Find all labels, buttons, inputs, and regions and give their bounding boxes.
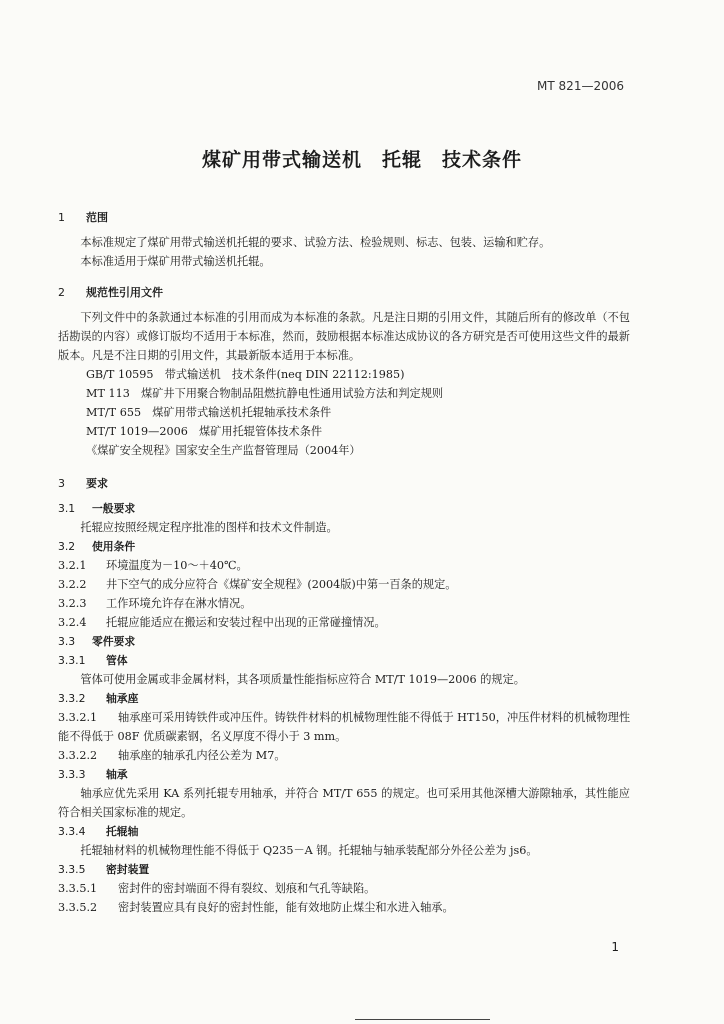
section-title: 规范性引用文件: [86, 286, 163, 299]
clause-text: 轴承座可采用铸铁件或冲压件。铸铁件材料的机械物理性能不得低于 HT150，冲压件材料的机械物理性能不得低于 08F 优质碳素钢，名义厚度不得小于 3 mm。: [58, 711, 631, 743]
clause-title: 一般要求: [92, 502, 136, 515]
clause-3-3-3-text: 轴承应优先采用 KA 系列托辊专用轴承，并符合 MT/T 655 的规定。也可采用其他深槽大游隙轴承，其性能应符合相关国家标准的规定。: [58, 787, 630, 819]
clause-text: 工作环境允许存在淋水情况。: [106, 597, 252, 610]
clause-3-3-3-heading: [58, 765, 630, 784]
clause-3-3-4-heading: [58, 822, 630, 841]
section-title: 要求: [86, 477, 108, 490]
clause-3-3-1-heading: [58, 651, 630, 670]
clause-number: 3.2.1: [58, 559, 87, 572]
reference-item: MT/T 655 煤矿用带式输送机托辊轴承技术条件: [86, 406, 332, 419]
section-3-heading: [58, 474, 630, 493]
standard-number: MT 821—2006: [537, 79, 624, 93]
clause-text: 密封装置应具有良好的密封性能，能有效地防止煤尘和水进入轴承。: [118, 901, 454, 914]
scope-paragraph-1: 本标准规定了煤矿用带式输送机托辊的要求、试验方法、检验规则、标志、包装、运输和贮存。: [80, 236, 551, 249]
clause-text: 环境温度为－10～＋40℃。: [106, 559, 248, 572]
clause-number: 3.3.2.1: [58, 711, 98, 724]
scope-paragraph-2: 本标准适用于煤矿用带式输送机托辊。: [80, 255, 271, 268]
clause-number: 3.3.3: [58, 768, 86, 781]
clause-number: 3.1: [58, 502, 76, 515]
section-number: 1: [58, 211, 65, 224]
references-paragraph: 下列文件中的条款通过本标准的引用而成为本标准的条款。凡是注日期的引用文件，其随后所有的修改单（不包括勘误的内容）或修订版均不适用于本标准，然而，鼓励根据本标准达成协议的各方研究是否可使用这些文件的最新版本。凡是不注日期的引用文件，其最新版本适用于本标准。: [58, 311, 630, 362]
clause-3-3-heading: [58, 632, 630, 651]
clause-3-3-5-1: [58, 879, 630, 898]
section-2-heading: [58, 283, 630, 302]
clause-3-1-heading: [58, 499, 630, 518]
clause-number: 3.3.1: [58, 654, 86, 667]
clause-title: 轴承: [106, 768, 128, 781]
clause-number: 3.2: [58, 540, 76, 553]
page-number: 1: [611, 940, 619, 954]
clause-number: 3.3.2.2: [58, 749, 98, 762]
bottom-rule-divider: [355, 1019, 490, 1020]
clause-3-3-1-text: 管体可使用金属或非金属材料，其各项质量性能指标应符合 MT/T 1019—2006 的规定。: [80, 673, 525, 686]
clause-text: 密封件的密封端面不得有裂纹、划痕和气孔等缺陷。: [118, 882, 376, 895]
clause-number: 3.2.3: [58, 597, 87, 610]
clause-3-2-2: [58, 575, 630, 594]
clause-title: 管体: [106, 654, 128, 667]
clause-title: 轴承座: [106, 692, 139, 705]
clause-number: 3.3.5.1: [58, 882, 98, 895]
document-body: [58, 208, 630, 917]
clause-number: 3.3.4: [58, 825, 86, 838]
clause-3-3-5-heading: [58, 860, 630, 879]
clause-text: 轴承座的轴承孔内径公差为 M7。: [118, 749, 286, 762]
clause-3-3-2-heading: [58, 689, 630, 708]
clause-number: 3.3.2: [58, 692, 86, 705]
reference-item: 《煤矿安全规程》国家安全生产监督管理局（2004年）: [86, 444, 361, 457]
section-number: 2: [58, 286, 65, 299]
clause-number: 3.2.2: [58, 578, 87, 591]
clause-3-2-4: [58, 613, 630, 632]
clause-number: 3.3: [58, 635, 76, 648]
clause-text: 井下空气的成分应符合《煤矿安全规程》(2004版)中第一百条的规定。: [106, 578, 457, 591]
document-title: 煤矿用带式输送机 托辊 技术条件: [201, 149, 522, 171]
reference-item: MT/T 1019—2006 煤矿用托辊管体技术条件: [86, 425, 323, 438]
clause-3-3-2-2: [58, 746, 630, 765]
clause-text: 托辊应能适应在搬运和安装过程中出现的正常碰撞情况。: [106, 616, 386, 629]
section-number: 3: [58, 477, 65, 490]
clause-3-3-2-1: [0, 708, 630, 746]
clause-3-1-text: 托辊应按照经规定程序批准的图样和技术文件制造。: [80, 521, 338, 534]
clause-3-2-3: [58, 594, 630, 613]
clause-number: 3.3.5: [58, 863, 86, 876]
clause-title: 托辊轴: [106, 825, 139, 838]
clause-3-3-5-2: [58, 898, 630, 917]
reference-item: GB/T 10595 带式输送机 技术条件(neq DIN 22112:1985): [86, 368, 405, 381]
clause-title: 使用条件: [92, 540, 136, 553]
clause-3-2-1: [58, 556, 630, 575]
clause-number: 3.3.5.2: [58, 901, 98, 914]
clause-title: 密封装置: [106, 863, 150, 876]
clause-3-3-4-text: 托辊轴材料的机械物理性能不得低于 Q235－A 钢。托辊轴与轴承装配部分外径公差为 js6。: [80, 844, 538, 857]
clause-number: 3.2.4: [58, 616, 87, 629]
reference-item: MT 113 煤矿井下用聚合物制品阻燃抗静电性通用试验方法和判定规则: [86, 387, 444, 400]
section-1-heading: [58, 208, 630, 227]
clause-title: 零件要求: [92, 635, 136, 648]
clause-3-2-heading: [58, 537, 630, 556]
section-title: 范围: [86, 211, 108, 224]
